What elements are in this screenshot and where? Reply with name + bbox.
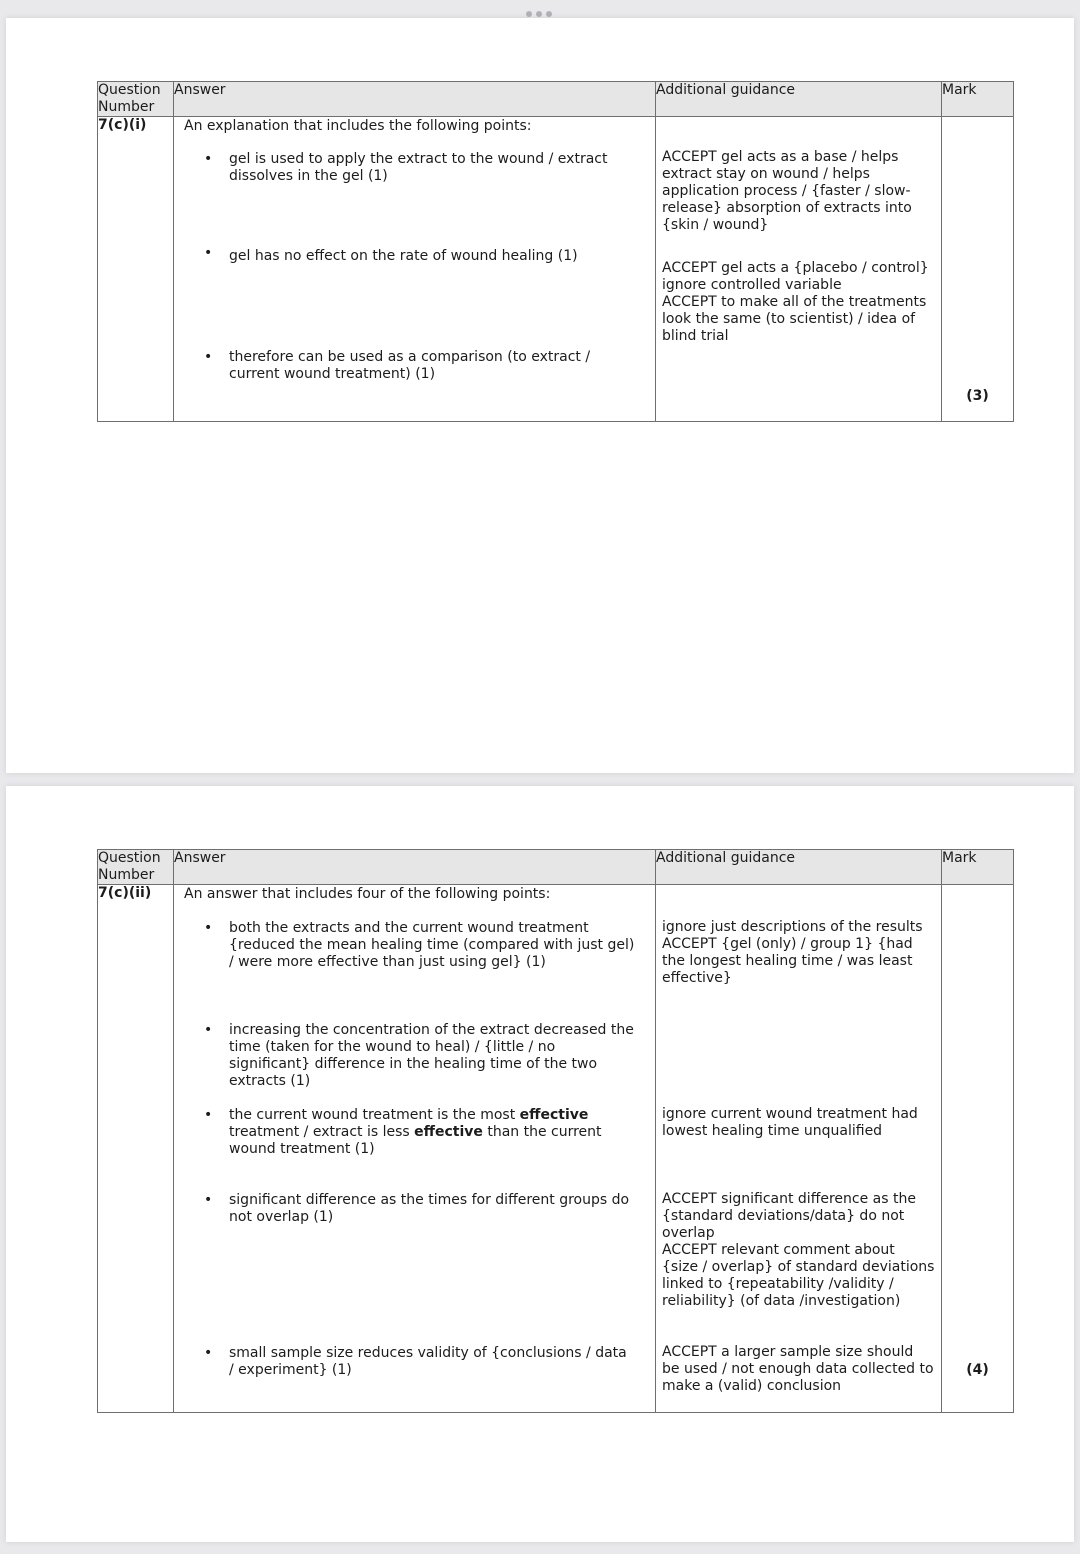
mark-cell <box>942 117 1014 422</box>
table-header-row <box>98 850 1014 885</box>
dot <box>536 11 542 17</box>
answer-point: • increasing the concentration of the extract decreased the time (taken for the wound to heal) / {little / no significant} difference in the healing time of the two extracts (1) <box>174 1022 655 1107</box>
header-mark: Mark <box>942 82 1014 117</box>
document-page-2 <box>6 786 1074 1542</box>
header-question-number: Question Number <box>98 82 174 117</box>
answer-point: • gel is used to apply the extract to the wound / extract dissolves in the gel (1) <box>174 151 655 245</box>
question-number: 7(c)(i) <box>98 117 174 422</box>
answer-point: • significant difference as the times for different groups do not overlap (1) <box>174 1192 655 1345</box>
table-row <box>98 885 1014 1413</box>
guidance-note: ACCEPT gel acts a {placebo / control} ignore controlled variable ACCEPT to make all of the treatments look the same (to scientist) / idea of blind trial <box>662 260 929 344</box>
guidance-note: ignore just descriptions of the results ACCEPT {gel (only) / group 1} {had the longest healing time / was least effective} <box>662 919 923 986</box>
header-answer: Answer <box>174 82 656 117</box>
header-question-number: Question Number <box>98 850 174 885</box>
guidance-cell <box>656 885 942 1413</box>
mark-value: (4) <box>966 1362 989 1378</box>
mark-scheme-table-7ci <box>97 81 1014 422</box>
emphasis: effective <box>414 1124 483 1140</box>
answer-point: • both the extracts and the current wound treatment {reduced the mean healing time (compared with just gel) / were more effective than just using gel} (1) <box>174 920 655 1022</box>
answer-intro: An explanation that includes the following points: <box>184 118 532 134</box>
header-mark: Mark <box>942 850 1014 885</box>
guidance-note: ACCEPT gel acts as a base / helps extract stay on wound / helps application process / {faster / slow-release} absorption of extracts into {skin / wound} <box>662 149 912 233</box>
mark-scheme-table-7cii <box>97 849 1014 1413</box>
guidance-note: ACCEPT significant difference as the {standard deviations/data} do not overlap ACCEPT relevant comment about {size / overlap} of standard deviations linked to {repeatability /validity / reliability} (of data /investigation) <box>662 1191 935 1309</box>
answer-point: • gel has no effect on the rate of wound healing (1) <box>174 245 655 349</box>
dot <box>526 11 532 17</box>
table-row <box>98 117 1014 422</box>
answer-cell <box>174 885 656 1413</box>
header-guidance: Additional guidance <box>656 850 942 885</box>
answer-intro: An answer that includes four of the following points: <box>184 886 551 902</box>
answer-point: • therefore can be used as a comparison (to extract / current wound treatment) (1) <box>174 349 655 383</box>
mark-value: (3) <box>966 388 989 404</box>
table-header-row <box>98 82 1014 117</box>
document-page-1 <box>6 18 1074 773</box>
answer-point: • small sample size reduces validity of {conclusions / data / experiment} (1) <box>174 1345 655 1379</box>
question-number: 7(c)(ii) <box>98 885 174 1413</box>
emphasis: effective <box>519 1107 589 1123</box>
answer-cell <box>174 117 656 422</box>
header-answer: Answer <box>174 850 656 885</box>
mark-cell <box>942 885 1014 1413</box>
answer-point: • the current wound treatment is the most effective treatment / extract is less effective than the current wound treatment (1) <box>174 1107 655 1192</box>
guidance-note: ignore current wound treatment had lowest healing time unqualified <box>662 1106 918 1139</box>
header-guidance: Additional guidance <box>656 82 942 117</box>
dot <box>546 11 552 17</box>
guidance-cell <box>656 117 942 422</box>
guidance-note: ACCEPT a larger sample size should be used / not enough data collected to make a (valid) conclusion <box>662 1344 934 1394</box>
